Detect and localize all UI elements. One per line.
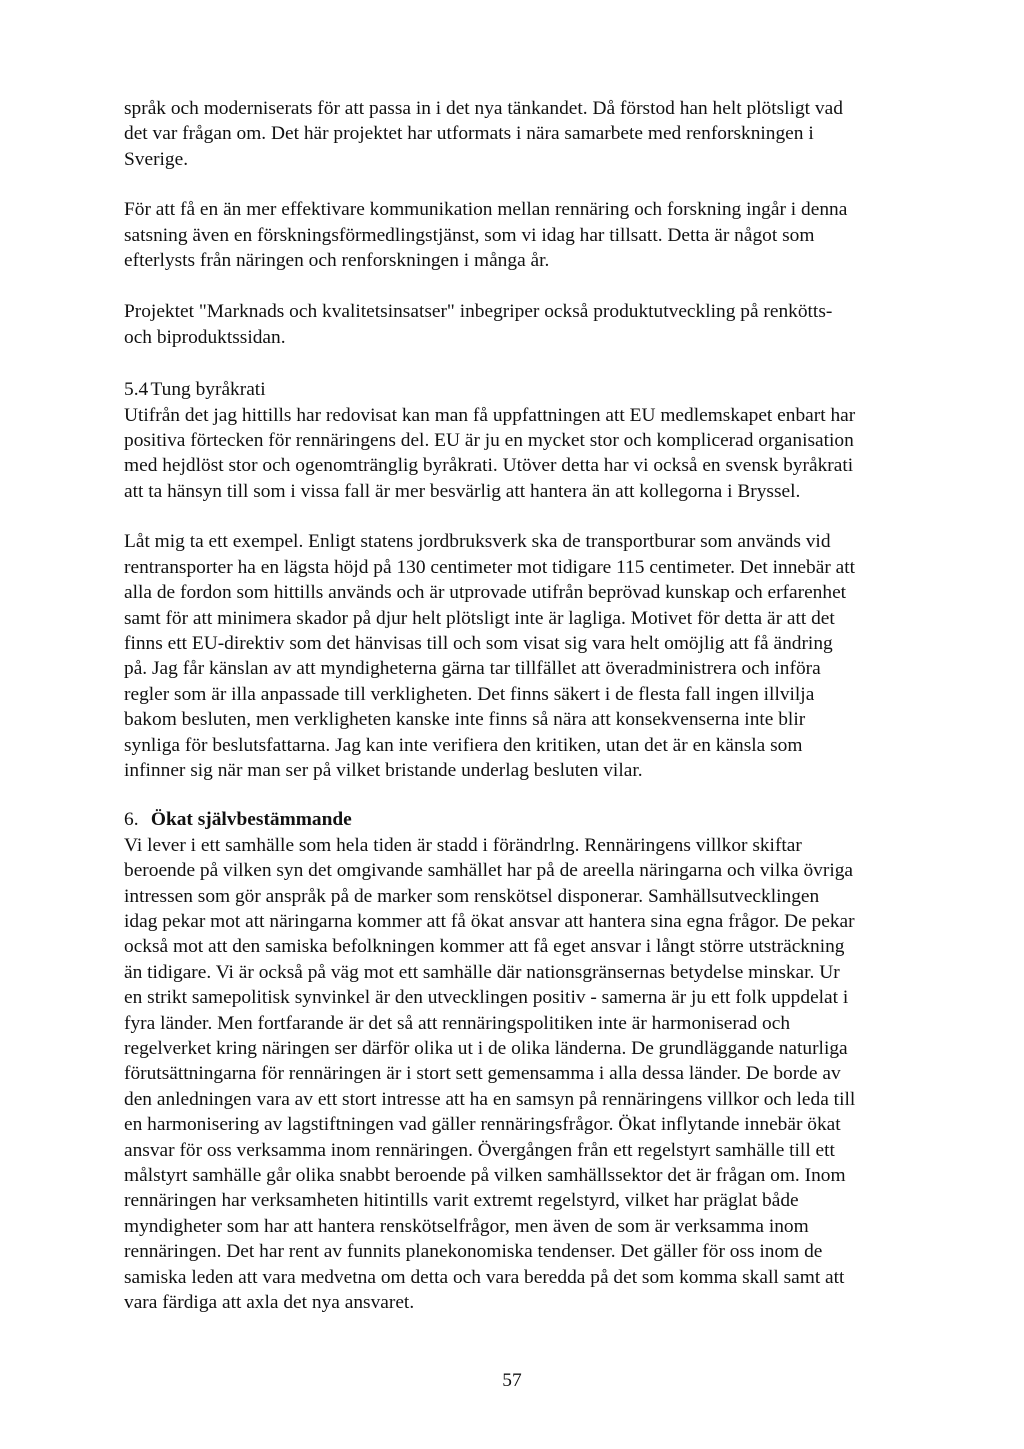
section-title: Ökat självbestämmande bbox=[150, 809, 352, 831]
section-6-paragraph-1: Vi lever i ett samhälle som hela tiden är stadd i förändrlng. Rennäringens villkor skiftar beroende på vilken syn det omgivande samhället har på de areella näringarna och vilka övriga intressen som gör anspråk på de marker som renskötsel disponerar. Samhällsutvecklingen idag pekar mot att näringarna kommer att få ökat ansvar att hantera sina egna frågor. De pekar också mot att den samiska befolkningen kommer att få eget ansvar i långt större utsträckning än tidigare. Vi är också på väg mot ett samhälle där nationsgränsernas betydelse minskar. Ur en strikt samepolitisk synvinkel är den utvecklingen positiv - samerna är ju ett folk uppdelat i fyra länder. Men fortfarande är det så att rennäringspolitiken inte är harmoniserad och regelverket kring näringen ser därför olika ut i de olika länderna. De grundläggande naturliga förutsättningarna för rennäringen är i stort sett gemensamma i alla dessa länder. De borde av den anledningen vara av ett stort intresse att ha en samsyn på rennäringens villkor och leda till en harmonisering av lagstiftningen vad gäller rennäringsfrågor. Ökat inflytande innebär ökat ansvar för oss verksamma inom rennäringen. Övergången från ett regelstyrt samhälle till ett målstyrt samhälle går olika snabbt beroende på vilken samhällssektor det är frågan om. Inom rennäringen har verksamheten hitintills varit extremt regelstyrd, vilket har präglat både myndigheter som har att hantera renskötselfrågor, men även de som är verksamma inom rennäringen. Det har rent av funnits planekonomiska tendenser. Det gäller för oss inom de samiska leden att vara medvetna om detta och vara beredda på det som komma skall samt att vara färdiga att axla det nya ansvaret. bbox=[124, 834, 856, 1314]
page-number: 57 bbox=[502, 1370, 522, 1391]
section-title: Tung byråkrati bbox=[150, 379, 266, 401]
section-heading-5-4 bbox=[124, 377, 914, 402]
section-number: 5.4 bbox=[124, 379, 149, 401]
body-paragraph-3: Projektet "Marknads och kvalitetsinsatser" inbegriper också produktutveckling på renkötts- och biproduktssidan. bbox=[124, 301, 833, 348]
section-5-4-paragraph-2: Låt mig ta ett exempel. Enligt statens jordbruksverk ska de transportburar som används vid rentransporter ha en lägsta höjd på 130 centimeter mot tidigare 115 centimeter. Det innebär att alla de fordon som hittills används och är utprovade utifrån beprövad kunskap och erfarenhet samt för att minimera skador på djur helt plötsligt inte är lagliga. Motivet för detta är att det finns ett EU-direktiv som det hänvisas till och som visat sig vara helt omöjlig att få ändring på. Jag får känslan av att myndigheterna gärna tar tillfället att överadministrera och införa regler som är illa anpassade till verkligheten. Det finns säkert i de flesta fall ingen illvilja bakom besluten, men verkligheten kanske inte finns så nära att konsekvenserna inte blir synliga för beslutsfattarna. Jag kan inte verifiera den kritiken, utan det är en känsla som infinner sig när man ser på vilket bristande underlag besluten vilar. bbox=[124, 531, 856, 781]
body-paragraph-2: För att få en än mer effektivare kommunikation mellan rennäring och forskning ingår i denna satsning även en förskningsförmedlingstjänst, som vi idag har tillsatt. Detta är något som efterlysts från näringen och renforskningen i många år. bbox=[124, 199, 848, 272]
section-heading-6 bbox=[124, 807, 914, 832]
body-paragraph-1: språk och moderniserats för att passa in i det nya tänkandet. Då förstod han helt plötsligt vad det var frågan om. Det här projektet har utformats i nära samarbete med renforskningen i Sverige. bbox=[124, 98, 843, 170]
page-content bbox=[124, 96, 914, 1315]
section-number: 6. bbox=[124, 809, 139, 831]
section-5-4-paragraph-1: Utifrån det jag hittills har redovisat kan man få uppfattningen att EU medlemskapet enbart har positiva förtecken för rennäringens del. EU är ju en mycket stor och komplicerad organisation med hejdlöst stor och ogenomtränglig byråkrati. Utöver detta har vi också en svensk byråkrati att ta hänsyn till som i vissa fall är mer besvärlig att hantera än att kollegorna i Bryssel. bbox=[124, 404, 856, 502]
